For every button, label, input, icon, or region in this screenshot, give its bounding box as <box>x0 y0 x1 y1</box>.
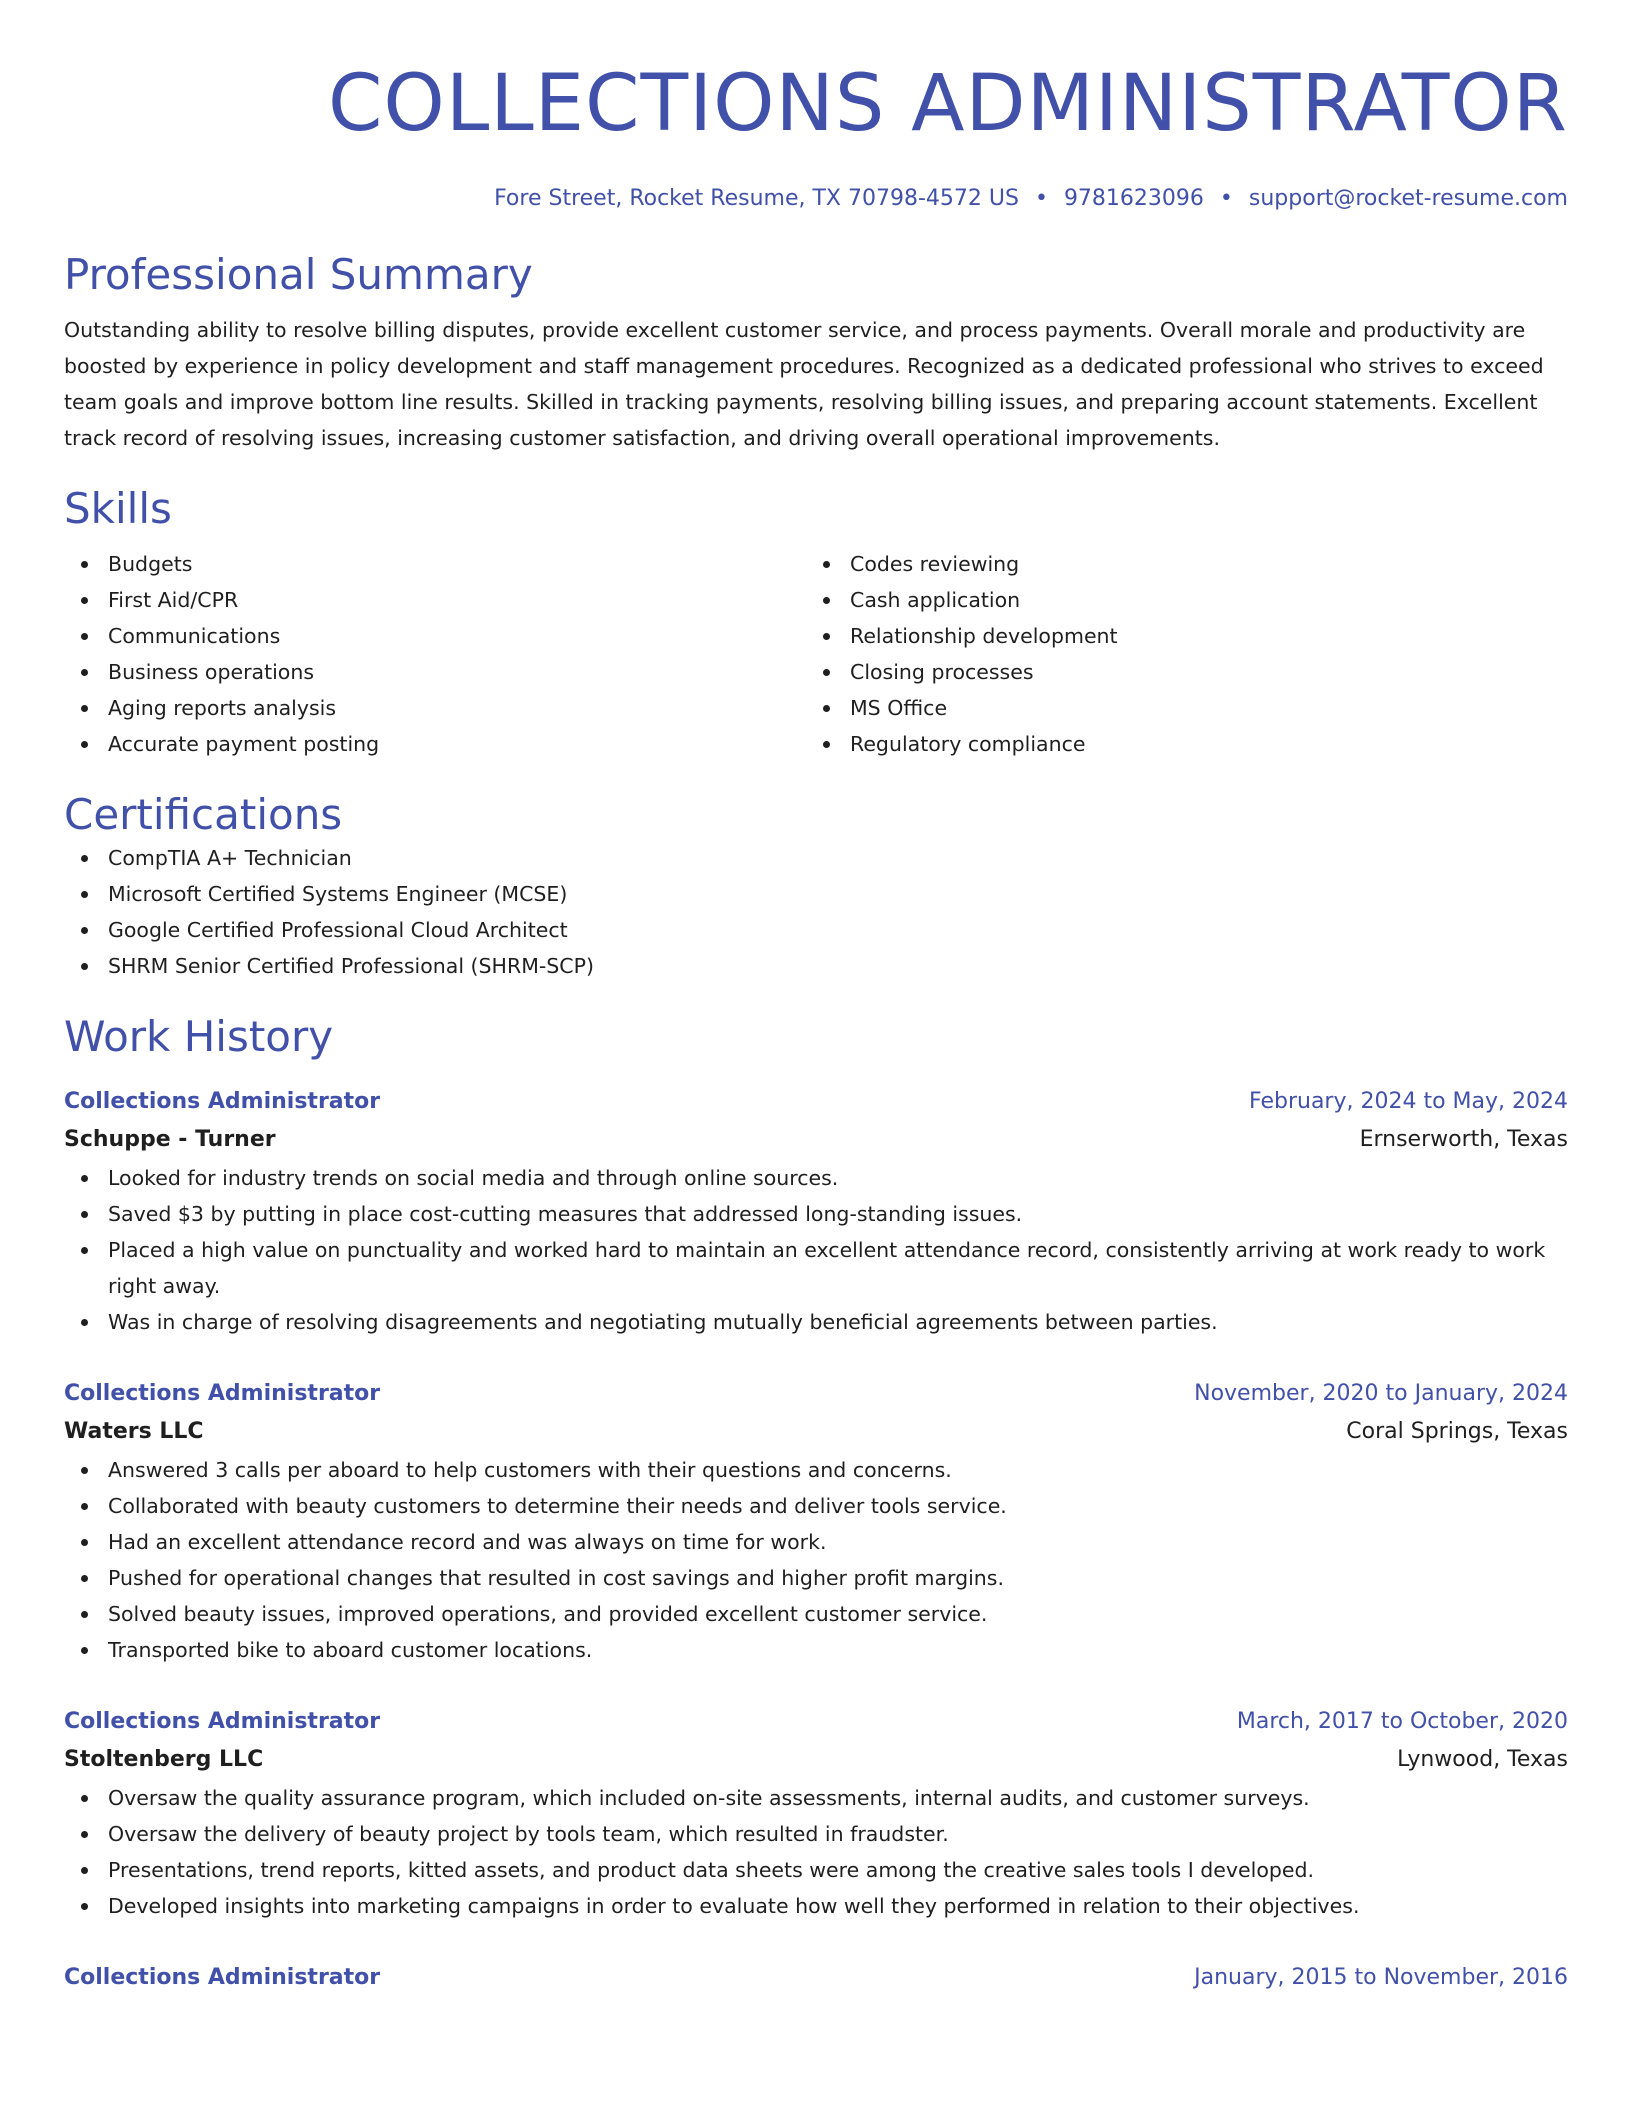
bullet-dot-icon <box>81 1611 88 1618</box>
bullet-dot-icon <box>823 597 830 604</box>
job-bullet <box>64 1888 1568 1924</box>
certification-item <box>64 912 1568 948</box>
certifications-list <box>64 840 1568 984</box>
contact-separator: • <box>1219 186 1233 211</box>
bullet-dot-icon <box>81 1795 88 1802</box>
skill-item <box>64 582 806 618</box>
bullet-dot-icon <box>81 669 88 676</box>
job-bullet-text: Developed insights into marketing campaigns in order to evaluate how well they performed in relation to their objectives. <box>108 1894 1360 1918</box>
skill-item <box>64 618 806 654</box>
skill-item <box>806 654 1548 690</box>
job-bullet <box>64 1560 1568 1596</box>
section-title-summary: Professional Summary <box>64 250 533 299</box>
certification-item-text: Microsoft Certified Systems Engineer (MCSE) <box>108 882 568 906</box>
skill-item <box>806 582 1548 618</box>
job-bullet-list <box>64 1780 1568 1924</box>
skill-item <box>806 546 1548 582</box>
job-dates: February, 2024 to May, 2024 <box>1249 1089 1568 1114</box>
bullet-dot-icon <box>81 1539 88 1546</box>
job-bullet <box>64 1852 1568 1888</box>
skills-list-right <box>806 546 1548 762</box>
skill-item-text: Codes reviewing <box>850 552 1020 576</box>
skill-item-text: Budgets <box>108 552 193 576</box>
skill-item-text: MS Office <box>850 696 948 720</box>
skill-item-text: Relationship development <box>850 624 1118 648</box>
bullet-dot-icon <box>81 927 88 934</box>
certification-item-text: Google Certified Professional Cloud Architect <box>108 918 568 942</box>
job-title: Collections Administrator <box>64 1709 381 1734</box>
job-header-row <box>64 1376 1568 1412</box>
bullet-dot-icon <box>81 561 88 568</box>
section-title-skills: Skills <box>64 484 172 533</box>
job-bullet-text: Answered 3 calls per aboard to help customers with their questions and concerns. <box>108 1458 952 1482</box>
skill-item-text: Communications <box>108 624 281 648</box>
job-header-row <box>64 1704 1568 1740</box>
job-bullet-text: Transported bike to aboard customer locations. <box>108 1638 593 1662</box>
job-bullet <box>64 1304 1568 1340</box>
job-location: Coral Springs, Texas <box>1346 1419 1568 1444</box>
summary-paragraph: Outstanding ability to resolve billing disputes, provide excellent customer service, and process payments. Overall morale and productivity are boosted by experience in policy development and staff management procedures. Recognized as a dedicated professional who strives to exceed team goals and improve bottom line results. Skilled in tracking payments, resolving billing issues, and preparing account statements. Excellent track record of resolving issues, increasing customer satisfaction, and driving overall operational improvements. <box>64 318 1544 450</box>
bullet-dot-icon <box>823 741 830 748</box>
bullet-dot-icon <box>81 1211 88 1218</box>
job-company-row <box>64 1740 1568 1780</box>
bullet-dot-icon <box>81 1575 88 1582</box>
skill-item <box>64 654 806 690</box>
bullet-dot-icon <box>81 855 88 862</box>
job-bullet-text: Saved $3 by putting in place cost-cutting measures that addressed long-standing issues. <box>108 1202 1023 1226</box>
job-bullet-text: Placed a high value on punctuality and worked hard to maintain an excellent attendance record, consistently arriving at work ready to work right away. <box>108 1238 1546 1298</box>
skills-list-left <box>64 546 806 762</box>
bullet-dot-icon <box>81 1903 88 1910</box>
skill-item-text: Closing processes <box>850 660 1034 684</box>
job-bullet-text: Oversaw the quality assurance program, which included on-site assessments, internal audits, and customer surveys. <box>108 1786 1310 1810</box>
job-bullet <box>64 1452 1568 1488</box>
bullet-dot-icon <box>81 741 88 748</box>
job-dates: November, 2020 to January, 2024 <box>1194 1381 1568 1406</box>
bullet-dot-icon <box>81 1467 88 1474</box>
job-header-row <box>64 1084 1568 1120</box>
job-bullet <box>64 1780 1568 1816</box>
section-title-work-history: Work History <box>64 1012 334 1061</box>
certification-item <box>64 948 1568 984</box>
job-bullet-text: Pushed for operational changes that resulted in cost savings and higher profit margins. <box>108 1566 1004 1590</box>
skill-item <box>64 690 806 726</box>
job-bullet <box>64 1160 1568 1196</box>
bullet-dot-icon <box>81 705 88 712</box>
job-bullet-text: Had an excellent attendance record and was always on time for work. <box>108 1530 827 1554</box>
job-bullet-text: Oversaw the delivery of beauty project by tools team, which resulted in fraudster. <box>108 1822 949 1846</box>
job-entry <box>64 1960 1568 1996</box>
job-company-row <box>64 1120 1568 1160</box>
certification-item <box>64 840 1568 876</box>
skill-item-text: Cash application <box>850 588 1021 612</box>
job-dates: January, 2015 to November, 2016 <box>1194 1965 1568 1990</box>
job-bullet-text: Looked for industry trends on social media and through online sources. <box>108 1166 839 1190</box>
job-bullet <box>64 1816 1568 1852</box>
bullet-dot-icon <box>823 705 830 712</box>
contact-line <box>64 184 1568 214</box>
bullet-dot-icon <box>81 1247 88 1254</box>
bullet-dot-icon <box>823 669 830 676</box>
job-bullet <box>64 1196 1568 1232</box>
skill-item-text: Business operations <box>108 660 315 684</box>
bullet-dot-icon <box>81 891 88 898</box>
job-title: Collections Administrator <box>64 1089 381 1114</box>
bullet-dot-icon <box>81 1647 88 1654</box>
skill-item <box>64 546 806 582</box>
job-bullet-text: Presentations, trend reports, kitted assets, and product data sheets were among the creative sales tools I developed. <box>108 1858 1315 1882</box>
skill-item-text: Regulatory compliance <box>850 732 1086 756</box>
job-entry <box>64 1084 1568 1340</box>
bullet-dot-icon <box>81 1319 88 1326</box>
bullet-dot-icon <box>823 633 830 640</box>
skill-item-text: Aging reports analysis <box>108 696 337 720</box>
bullet-dot-icon <box>81 1867 88 1874</box>
job-company: Stoltenberg LLC <box>64 1747 264 1772</box>
skill-item <box>64 726 806 762</box>
job-bullet <box>64 1488 1568 1524</box>
job-bullet <box>64 1596 1568 1632</box>
bullet-dot-icon <box>81 1503 88 1510</box>
job-bullet-text: Solved beauty issues, improved operations, and provided excellent customer service. <box>108 1602 988 1626</box>
job-entry <box>64 1376 1568 1668</box>
skill-item-text: First Aid/CPR <box>108 588 239 612</box>
job-dates: March, 2017 to October, 2020 <box>1236 1709 1568 1734</box>
job-bullet-text: Was in charge of resolving disagreements and negotiating mutually beneficial agreements between parties. <box>108 1310 1218 1334</box>
bullet-dot-icon <box>81 963 88 970</box>
bullet-dot-icon <box>81 597 88 604</box>
contact-separator: • <box>1034 186 1048 211</box>
job-bullet-list <box>64 1452 1568 1668</box>
contact-email[interactable]: support@rocket-resume.com <box>1248 186 1568 211</box>
contact-address: Fore Street, Rocket Resume, TX 70798-4572 US <box>494 186 1019 211</box>
work-history-list <box>64 1084 1568 1996</box>
job-entry <box>64 1704 1568 1924</box>
section-title-certifications: Certifications <box>64 790 343 839</box>
job-bullet-text: Collaborated with beauty customers to determine their needs and deliver tools service. <box>108 1494 1007 1518</box>
skills-column-left <box>64 546 806 762</box>
job-location: Lynwood, Texas <box>1397 1747 1568 1772</box>
job-bullet <box>64 1524 1568 1560</box>
bullet-dot-icon <box>81 1831 88 1838</box>
job-title: Collections Administrator <box>64 1965 381 1990</box>
resume-title: COLLECTIONS ADMINISTRATOR <box>327 59 1568 149</box>
skill-item <box>806 726 1548 762</box>
job-header-row <box>64 1960 1568 1996</box>
certification-item-text: CompTIA A+ Technician <box>108 846 352 870</box>
bullet-dot-icon <box>81 1175 88 1182</box>
job-bullet <box>64 1632 1568 1668</box>
certification-item <box>64 876 1568 912</box>
skill-item <box>806 618 1548 654</box>
certification-item-text: SHRM Senior Certified Professional (SHRM-SCP) <box>108 954 594 978</box>
job-location: Ernserworth, Texas <box>1359 1127 1568 1152</box>
skills-grid <box>64 546 1568 762</box>
skills-column-right <box>806 546 1548 762</box>
skill-item-text: Accurate payment posting <box>108 732 380 756</box>
bullet-dot-icon <box>823 561 830 568</box>
skill-item <box>806 690 1548 726</box>
job-title: Collections Administrator <box>64 1381 381 1406</box>
job-company: Schuppe - Turner <box>64 1127 276 1152</box>
job-bullet-list <box>64 1160 1568 1340</box>
bullet-dot-icon <box>81 633 88 640</box>
job-company: Waters LLC <box>64 1419 204 1444</box>
job-company-row <box>64 1412 1568 1452</box>
contact-phone[interactable]: 9781623096 <box>1063 186 1204 211</box>
job-bullet <box>64 1232 1568 1304</box>
